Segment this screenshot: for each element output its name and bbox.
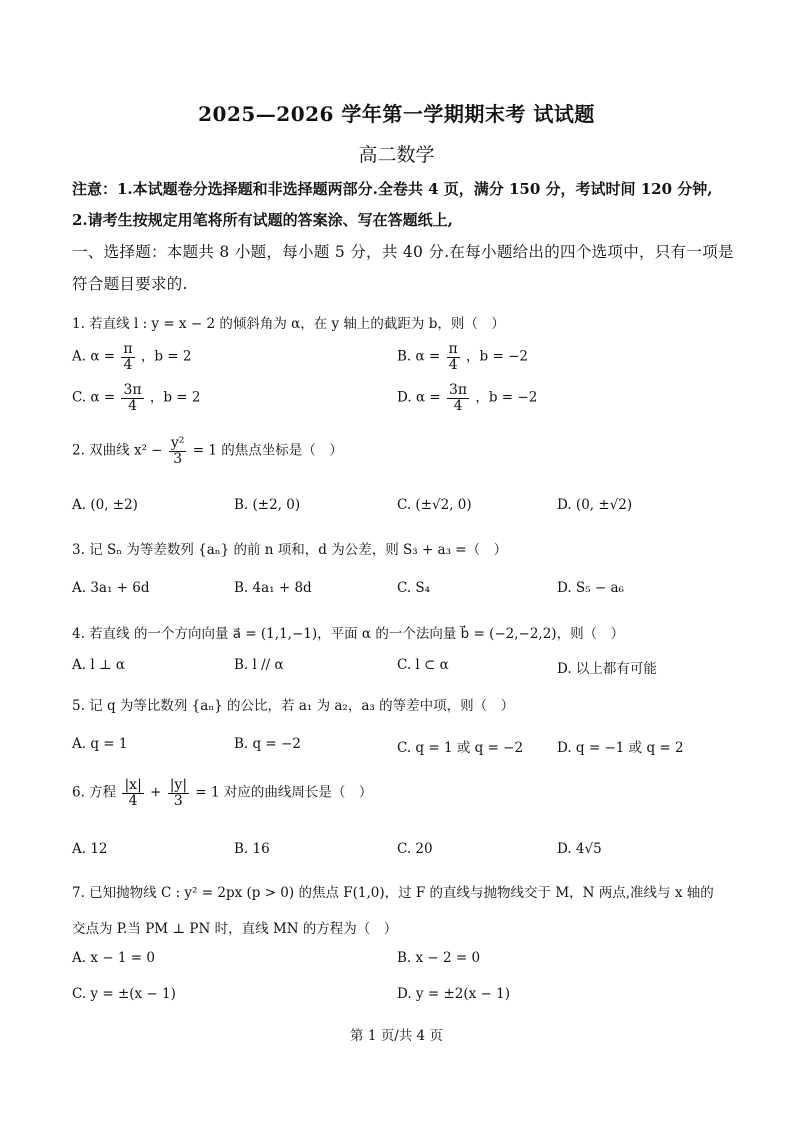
question-1-option-b — [397, 342, 528, 372]
question-3-option-a: A. 3a₁ + 6d — [72, 580, 150, 596]
fraction-numerator: π — [448, 341, 458, 357]
option-math-pre: α = — [90, 348, 116, 365]
question-1-option-d — [397, 383, 537, 413]
stem-post: = 1 对应的曲线周长是（ ） — [195, 784, 373, 801]
fraction-numerator: π — [123, 341, 133, 357]
question-5-option-d: D. q = −1 或 q = 2 — [557, 740, 684, 756]
question-2-option-a: A. (0, ±2) — [72, 497, 138, 513]
fraction-numerator: 3π — [448, 382, 468, 398]
question-7-stem-line-2: 交点为 P.当 PM ⊥ PN 时，直线 MN 的方程为（ ） — [72, 921, 398, 937]
plus-sign: + — [150, 784, 162, 801]
notice-line-1: 注意：1.本试题卷分选择题和非选择题两部分.全卷共 4 页，满分 150 分，考试时间 120 分钟, — [72, 180, 713, 198]
question-7-option-c: C. y = ±(x − 1) — [72, 986, 176, 1002]
question-7-option-a: A. x − 1 = 0 — [72, 950, 155, 966]
fraction — [447, 383, 469, 413]
fraction — [168, 778, 189, 808]
option-math-post: ，b = 2 — [140, 348, 192, 365]
question-2-option-d: D. (0, ±√2) — [557, 497, 633, 513]
option-math-pre: α = — [415, 389, 441, 406]
question-6-option-a: A. 12 — [72, 841, 108, 857]
fraction — [447, 342, 460, 372]
question-6-stem — [72, 778, 372, 808]
fraction — [122, 778, 143, 808]
stem-post: = 1 的焦点坐标是（ ） — [192, 442, 343, 459]
fraction-denominator: 4 — [128, 792, 138, 809]
option-math-post: ，b = 2 — [149, 389, 201, 406]
fraction-numerator: 3π — [123, 382, 142, 398]
question-4-option-a: A. l ⊥ α — [72, 657, 126, 673]
option-label: A. — [72, 348, 87, 365]
question-2-option-b: B. (±2, 0) — [234, 497, 301, 513]
stem-pre: 2. 双曲线 x² − — [72, 442, 163, 459]
question-3-option-d: D. S₅ − a₆ — [557, 580, 624, 596]
fraction — [121, 383, 143, 413]
fraction-denominator: 3 — [173, 450, 183, 467]
question-6-option-b: B. 16 — [234, 841, 270, 857]
exam-title: 2025—2026 学年第一学期期末考 试试题 — [198, 102, 595, 126]
question-1-option-c — [72, 383, 201, 413]
question-7-stem-line-1: 7. 已知抛物线 C : y² = 2px (p > 0) 的焦点 F(1,0)，过 F 的直线与抛物线交于 M，N 两点,准线与 x 轴的 — [72, 885, 714, 901]
option-math-post: ，b = −2 — [466, 348, 528, 365]
question-3-option-c: C. S₄ — [397, 580, 431, 596]
fraction-denominator: 3 — [173, 792, 183, 809]
question-2-stem — [72, 436, 343, 466]
question-4-stem: 4. 若直线 的一个方向向量 a⃗ = (1,1,−1)，平面 α 的一个法向量 b⃗ = (−2,−2,2)，则（ ） — [72, 626, 625, 642]
fraction — [169, 436, 187, 466]
fraction — [121, 342, 134, 372]
page-footer: 第 1 页/共 4 页 — [350, 1028, 443, 1044]
question-5-option-b: B. q = −2 — [234, 736, 301, 752]
option-math-pre: α = — [415, 348, 441, 365]
question-6-option-d: D. 4√5 — [557, 841, 602, 857]
option-label: D. — [397, 389, 412, 406]
exam-subtitle: 高二数学 — [358, 144, 435, 166]
question-5-stem: 5. 记 q 为等比数列 {aₙ} 的公比，若 a₁ 为 a₂，a₃ 的等差中项，则（ ） — [72, 698, 515, 714]
stem-pre: 6. 方程 — [72, 784, 117, 801]
option-math-post: ，b = −2 — [475, 389, 538, 406]
question-1-option-a — [72, 342, 192, 372]
question-3-option-b: B. 4a₁ + 8d — [234, 580, 312, 596]
question-3-stem: 3. 记 Sₙ 为等差数列 {aₙ} 的前 n 项和，d 为公差，则 S₃ + a₃ =（ ） — [72, 542, 508, 558]
fraction-numerator: |y| — [169, 777, 188, 793]
fraction-numerator: y² — [170, 435, 185, 451]
notice-line-2: 2.请考生按规定用笔将所有试题的答案涂、写在答题纸上, — [72, 211, 453, 229]
question-7-option-b: B. x − 2 = 0 — [397, 950, 481, 966]
option-label: B. — [397, 348, 412, 365]
option-label: C. — [72, 389, 87, 406]
question-2-option-c: C. (±√2, 0) — [397, 497, 472, 513]
question-4-option-c: C. l ⊂ α — [397, 657, 449, 673]
question-6-option-c: C. 20 — [397, 841, 433, 857]
question-5-option-a: A. q = 1 — [72, 736, 128, 752]
fraction-denominator: 4 — [448, 356, 458, 373]
question-5-option-c: C. q = 1 或 q = −2 — [397, 740, 524, 756]
section-heading-line-2: 符合题目要求的. — [72, 275, 188, 293]
fraction-denominator: 4 — [453, 397, 463, 414]
fraction-numerator: |x| — [124, 777, 142, 793]
fraction-denominator: 4 — [123, 356, 133, 373]
question-1-stem: 1. 若直线 l : y = x − 2 的倾斜角为 α，在 y 轴上的截距为 b，则（ ） — [72, 316, 505, 332]
option-math-pre: α = — [90, 389, 116, 406]
question-4-option-d: D. 以上都有可能 — [557, 661, 657, 677]
fraction-denominator: 4 — [128, 397, 137, 414]
question-4-option-b: B. l // α — [234, 657, 284, 673]
section-heading-line-1: 一、选择题：本题共 8 小题，每小题 5 分，共 40 分.在每小题给出的四个选项中，只有一项是 — [72, 243, 734, 261]
question-7-option-d: D. y = ±2(x − 1) — [397, 986, 510, 1002]
